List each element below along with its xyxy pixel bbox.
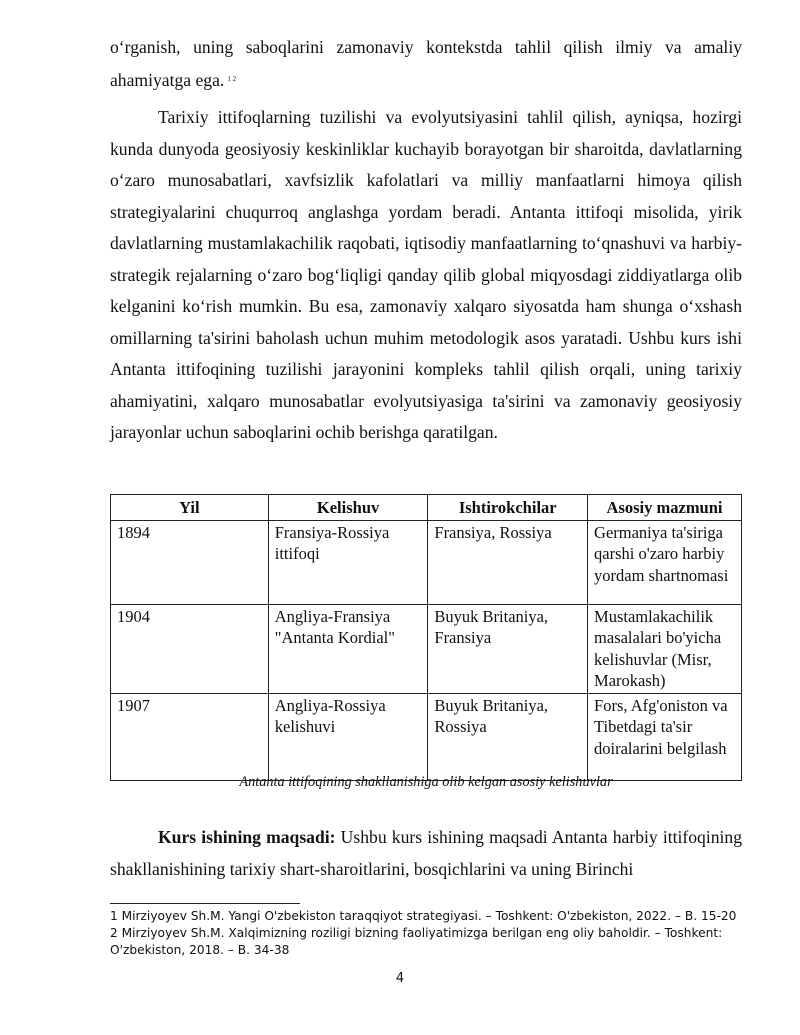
paragraph-analysis: Tarixiy ittifoqlarning tuzilishi va evolyutsiyasini tahlil qilish, ayniqsa, hozirgi kunda dunyoda geosiyosiy keskinliklar kuchayib borayotgan bir sharoitda, davlatlarning o‘zaro munosabatlari, xavfsizlik kafolatlari va milliy manfaatlarni himoya qilish strategiyalarini chuqurroq anglashga yordam beradi. Antanta ittifoqi misolida, yirik davlatlarning mustamlakachilik raqobati, iqtisodiy manfaatlarning to‘qnashuvi va harbiy-strategik rejalarning o‘zaro bog‘liqligi qanday qilib global miqyosdagi ziddiyatlarga olib kelganini ko‘rish mumkin. Bu esa, zamonaviy xalqaro siyosatda ham shunga o‘xshash omillarning ta'sirini baholash uchun muhim metodologik asos yaratadi. Ushbu kurs ishi Antanta ittifoqining tuzilishi jarayonini kompleks tahlil qilish orqali, uning tarixiy ahamiyatini, xalqaro munosabatlar evolyutsiyasiga ta'sirini va zamonaviy geosiyosiy jarayonlar uchun saboqlarini ochib berishga qaratilgan. [110,107,742,442]
footnote-refs[interactable]: 1 2 [227,74,237,83]
page-number: 4 [395,971,405,986]
header-participants: Ishtirokchilar [428,495,588,521]
table-caption: Antanta ittifoqining shakllanishiga olib kelgan asosiy kelishuvlar [239,774,613,790]
paragraph-text: o‘rganish, uning saboqlarini zamonaviy kontekstda tahlil qilish ilmiy va amaliy ahamiyatga ega. [110,37,742,90]
cell-agreement: Fransiya-Rossiya ittifoqi [268,520,428,604]
paragraph-intro-end [110,32,742,96]
footnote-separator [110,903,300,904]
table-header-row [111,495,742,521]
cell-content: Mustamlakachilik masalalari bo'yicha kelishuvlar (Misr, Marokash) [588,604,742,693]
cell-agreement: Angliya-Fransiya "Antanta Kordial" [268,604,428,693]
cell-participants: Fransiya, Rossiya [428,520,588,604]
header-content: Asosiy mazmuni [588,495,742,521]
paragraph-goal [110,822,742,885]
cell-content: Fors, Afg'oniston va Tibetdagi ta'sir doiralarini belgilash [588,693,742,780]
cell-year: 1907 [111,693,269,780]
goal-text: Ushbu kurs ishining maqsadi Antanta harbiy ittifoqining shakllanishining tarixiy shart-sharoitlarini, bosqichlarini va uning Birinchi [110,827,742,879]
footnotes [110,908,750,959]
footnote-1: 1 Mirziyoyev Sh.M. Yangi O'zbekiston taraqqiyot strategiyasi. – Toshkent: O'zbekiston, 2022. – B. 15-20 [110,909,737,923]
agreements-table [110,494,742,781]
table-row [111,520,742,604]
cell-year: 1894 [111,520,269,604]
footnote-2: 2 Mirziyoyev Sh.M. Xalqimizning roziligi bizning faoliyatimizga berilgan eng oliy baholdir. – Toshkent: O'zbekiston, 2018. – B. 34-38 [110,926,723,957]
cell-year: 1904 [111,604,269,693]
header-year: Yil [111,495,269,521]
cell-participants: Buyuk Britaniya, Rossiya [428,693,588,780]
cell-agreement: Angliya-Rossiya kelishuvi [268,693,428,780]
table-row [111,604,742,693]
goal-heading: Kurs ishining maqsadi: [158,827,336,847]
header-agreement: Kelishuv [268,495,428,521]
table-row [111,693,742,780]
cell-content: Germaniya ta'siriga qarshi o'zaro harbiy yordam shartnomasi [588,520,742,604]
cell-participants: Buyuk Britaniya, Fransiya [428,604,588,693]
